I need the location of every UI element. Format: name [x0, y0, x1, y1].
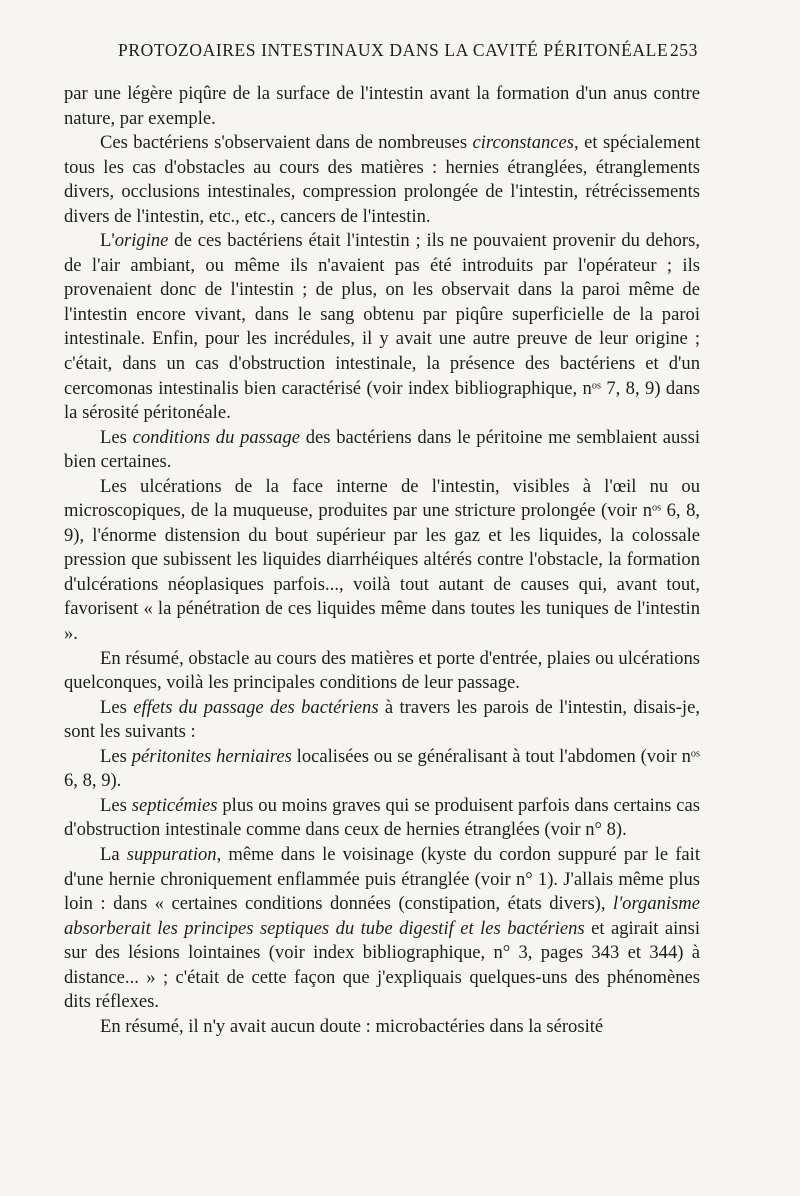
paragraph: Les effets du passage des bactériens à travers les parois de l'intestin, disais-je, sont les suivants : — [64, 696, 701, 743]
paragraph: Les septicémies plus ou moins graves qui se produisent parfois dans certains cas d'obstruction intestinale comme dans ceux de hernies étranglées (voir n° 8). — [64, 794, 700, 841]
paragraph: En résumé, il n'y avait aucun doute : microbactéries dans la sérosité — [100, 1015, 604, 1037]
paragraph: Ces bactériens s'observaient dans de nombreuses circonstances, et spécialement tous les cas d'obstacles au cours des matières : hernies étranglées, étranglements divers, occlusions intestinales, compression prolongée de l'intestin, rétrécissements divers de l'intestin, etc., etc., cancers de l'intestin. — [64, 132, 700, 227]
body-text — [64, 82, 700, 1039]
paragraph: En résumé, obstacle au cours des matières et porte d'entrée, plaies ou ulcérations quelconques, voilà les principales conditions de leur passage. — [64, 647, 700, 694]
running-title: PROTOZOAIRES INTESTINAUX DANS LA CAVITÉ PÉRITONÉALE — [118, 40, 669, 60]
paragraph: La suppuration, même dans le voisinage (kyste du cordon suppuré par le fait d'une hernie chroniquement enflammée puis étranglée (voir n° 1). J'allais même plus loin : dans « certaines conditions données (constipation, états divers), l'organisme absorberait les principes septiques du tube digestif et les bactériens et agirait ainsi sur des lésions lointaines (voir index bibliographique, n° 3, pages 343 et 344) à distance... » ; c'était de cette façon que j'expliquais quelques-uns des phénomènes dits réflexes. — [64, 843, 700, 1013]
paragraph: Les conditions du passage des bactériens dans le péritoine me semblaient aussi bien certaines. — [64, 426, 700, 473]
paragraph: Les péritonites herniaires localisées ou se généralisant à tout l'abdomen (voir $n^{os}$ 6, 8, 9). — [64, 745, 700, 792]
paragraph: Les ulcérations de la face interne de l'intestin, visibles à l'œil nu ou microscopiques, de la muqueuse, produites par une stricture prolongée (voir $n^{os}$ 6, 8, 9), l'énorme distension du bout supérieur par les gaz et les liquides, la colossale pression que subissent les liquides diarrhéiques altérés contre l'obstacle, la formation d'ulcérations néoplasiques parfois..., voilà tout autant de causes qui, avant tout, favorisent « la pénétration de ces liquides même dans toutes les tuniques de l'intestin ». — [64, 475, 701, 645]
page-header — [118, 40, 698, 61]
paragraph: par une légère piqûre de la surface de l'intestin avant la formation d'un anus contre nature, par exemple. — [64, 83, 700, 129]
page-number: 253 — [669, 40, 698, 60]
paragraph: L'origine de ces bactériens était l'intestin ; ils ne pouvaient provenir du dehors, de l'air ambiant, ou même ils n'avaient pas été introduits par l'opérateur ; ils provenaient donc de l'intestin ; de plus, on les observait dans la paroi même de l'intestin encore vivant, dans le sang obtenu par piqûre superficielle de la paroi intestinale. Enfin, pour les incrédules, il y avait une autre preuve de leur origine ; c'était, dans un cas d'obstruction intestinale, la présence des bactériens et d'un cercomonas intestinalis bien caractérisé (voir index bibliographique, $n^{os}$ 7, 8, 9) dans la sérosité péritonéale. — [64, 230, 701, 424]
